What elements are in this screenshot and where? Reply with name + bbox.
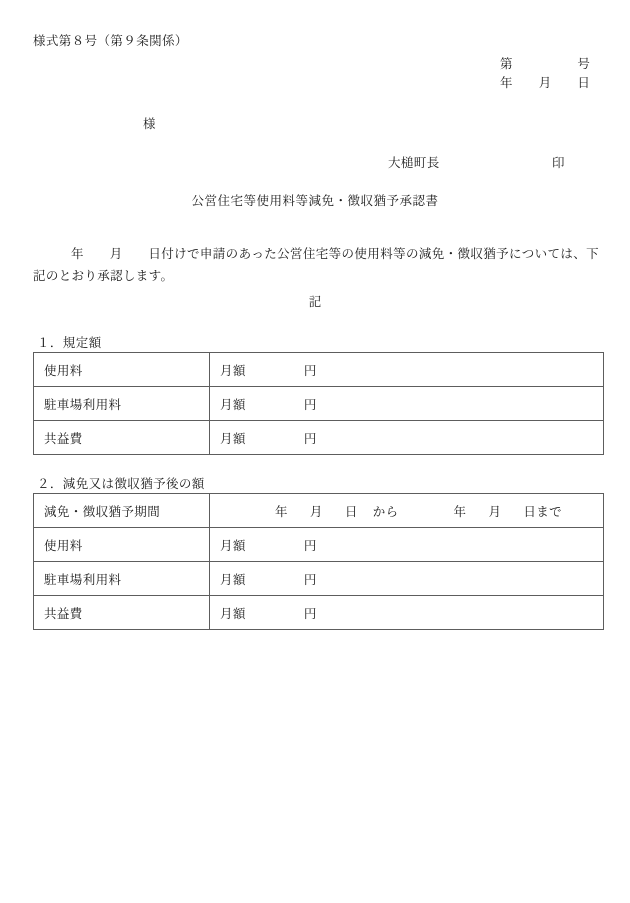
period-day-from: 日 bbox=[344, 503, 358, 519]
body-paragraph bbox=[33, 243, 599, 287]
row-label-common-expenses: 共益費 bbox=[34, 596, 210, 630]
period-month-from: 月 bbox=[309, 503, 323, 519]
form-number: 様式第８号（第９条関係） bbox=[33, 33, 188, 48]
reduced-amount-table bbox=[33, 493, 604, 630]
document-number-field: 第 号 bbox=[500, 56, 591, 71]
row-value-common-expenses bbox=[210, 596, 604, 630]
row-value-usage-fee bbox=[210, 353, 604, 387]
row-value-common-expenses bbox=[210, 421, 604, 455]
period-year-from: 年 bbox=[275, 503, 288, 519]
application-date-field: 年 月 bbox=[71, 245, 149, 261]
period-day-to: 日まで bbox=[523, 503, 563, 519]
table-row bbox=[34, 494, 604, 528]
regulated-amount-table bbox=[33, 352, 604, 455]
monthly-unit-label: 月額 bbox=[220, 430, 246, 446]
period-connector: から bbox=[372, 503, 399, 519]
row-label-parking-fee: 駐車場利用料 bbox=[34, 387, 210, 421]
period-year-to: 年 bbox=[453, 503, 467, 519]
row-label-common-expenses: 共益費 bbox=[34, 421, 210, 455]
row-value-period bbox=[210, 494, 604, 528]
table-row bbox=[34, 421, 604, 455]
document-date-field: 年 月 日 bbox=[500, 75, 591, 90]
seal-mark: 印 bbox=[552, 155, 565, 170]
row-label-usage-fee: 使用料 bbox=[34, 528, 210, 562]
currency-label: 円 bbox=[303, 396, 317, 412]
currency-label: 円 bbox=[303, 362, 317, 378]
section-1-label: １．規定額 bbox=[37, 335, 102, 350]
issuer-name: 大槌町長 bbox=[388, 155, 440, 170]
monthly-unit-label: 月額 bbox=[220, 396, 246, 412]
period-month-to: 月 bbox=[488, 503, 502, 519]
body-sentence: 日付けで申請のあった公営住宅等の使用料等の減免・徴収猶予については、下記のとおり承認します。 bbox=[33, 245, 599, 283]
table-row bbox=[34, 596, 604, 630]
row-value-parking-fee bbox=[210, 387, 604, 421]
row-label-period: 減免・徴収猶予期間 bbox=[34, 494, 210, 528]
row-label-usage-fee: 使用料 bbox=[34, 353, 210, 387]
table-row bbox=[34, 353, 604, 387]
row-value-usage-fee bbox=[210, 528, 604, 562]
monthly-unit-label: 月額 bbox=[220, 362, 246, 378]
addressee-honorific: 様 bbox=[143, 116, 156, 131]
currency-label: 円 bbox=[303, 605, 317, 621]
row-value-parking-fee bbox=[210, 562, 604, 596]
section-2-label: ２．減免又は徴収猶予後の額 bbox=[37, 476, 205, 491]
currency-label: 円 bbox=[303, 430, 317, 446]
table-row bbox=[34, 528, 604, 562]
period-range bbox=[220, 502, 562, 520]
currency-label: 円 bbox=[303, 571, 317, 587]
table-row bbox=[34, 387, 604, 421]
monthly-unit-label: 月額 bbox=[220, 537, 246, 553]
monthly-unit-label: 月額 bbox=[220, 605, 246, 621]
row-label-parking-fee: 駐車場利用料 bbox=[34, 562, 210, 596]
ki-marker: 記 bbox=[308, 294, 322, 309]
page-title: 公営住宅等使用料等減免・徴収猶予承認書 bbox=[191, 193, 439, 208]
monthly-unit-label: 月額 bbox=[220, 571, 246, 587]
currency-label: 円 bbox=[303, 537, 317, 553]
table-row bbox=[34, 562, 604, 596]
